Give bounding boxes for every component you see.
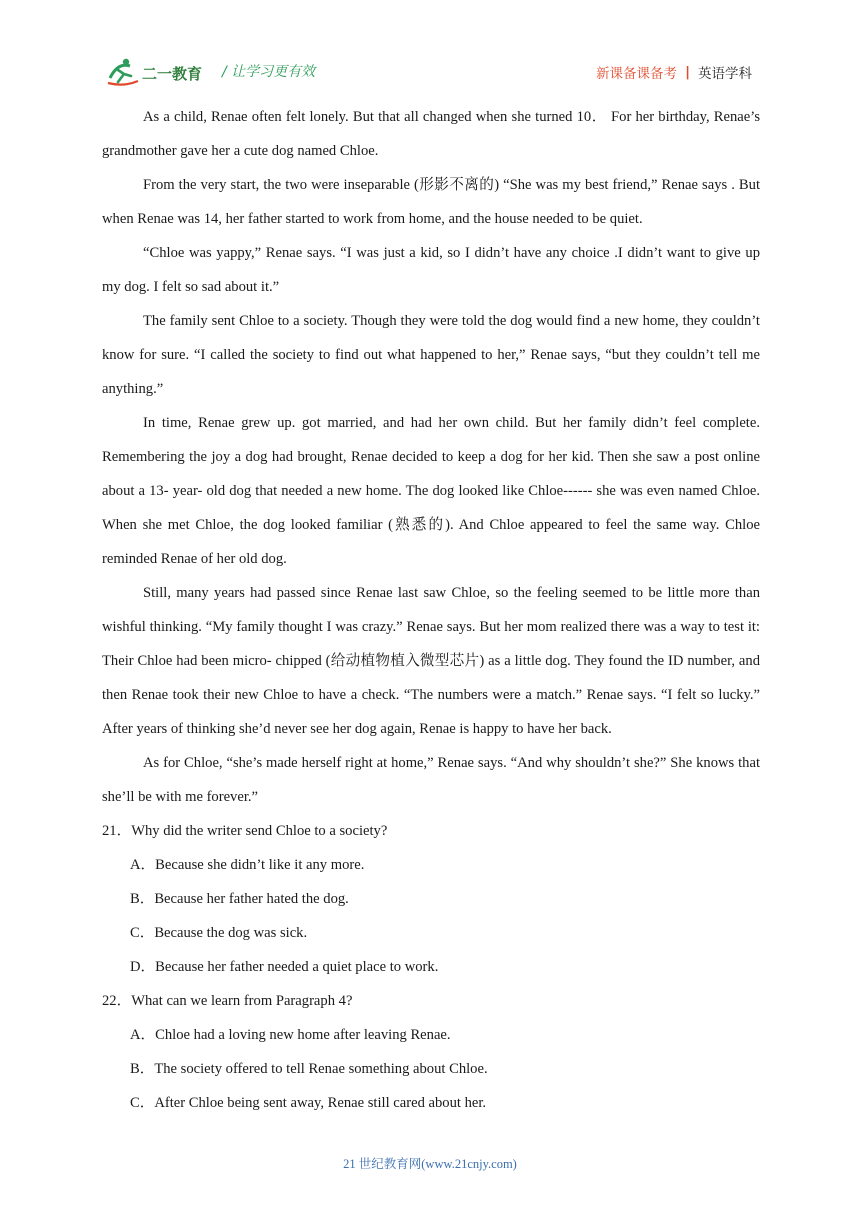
- question-21-option-c: C．Because the dog was sick.: [130, 925, 308, 941]
- question-21-option-a: A．Because she didn’t like it any more.: [130, 857, 365, 873]
- question-22-option-b: B．The society offered to tell Renae something about Chloe.: [130, 1061, 488, 1077]
- brand-label: 新课备课备考: [596, 66, 678, 82]
- passage-paragraph-3: “Chloe was yappy,” Renae says. “I was just a kid, so I didn’t have any choice .I didn’t want to give up my dog. I felt so sad about it.”: [102, 245, 760, 295]
- passage-paragraph-5: In time, Renae grew up. got married, and had her own child. But her family didn’t feel complete. Remembering the joy a dog had brought, Renae decided to keep a dog for her kid. Then she saw a post online about a 13- year- old dog that needed a new home. The dog looked like Chloe------ she was even named Chloe. When she met Chloe, the dog looked familiar (熟悉的). And Chloe appeared to feel the same way. Chloe reminded Renae of her old dog.: [102, 415, 760, 567]
- header-slogan: / 让学习更有效: [222, 64, 316, 80]
- question-21-stem: 21．Why did the writer send Chloe to a society?: [102, 823, 388, 839]
- logo-text: 二一教育: [142, 65, 203, 83]
- page-footer: 21 世纪教育网(www.21cnjy.com): [343, 1157, 517, 1171]
- passage-paragraph-4: The family sent Chloe to a society. Though they were told the dog would find a new home, they couldn’t know for sure. “I called the society to find out what happened to her,” Renae says, “but they couldn’t tell me anything.”: [102, 313, 760, 397]
- brand-separator: |: [685, 64, 690, 80]
- header-divider: [102, 89, 758, 90]
- logo: [104, 56, 214, 88]
- question-22-stem: 22．What can we learn from Paragraph 4?: [102, 993, 353, 1009]
- passage-paragraph-2: From the very start, the two were inseparable (形影不离的) “She was my best friend,” Renae says . But when Renae was 14, her father started to work from home, and the house needed to be quiet.: [102, 177, 760, 227]
- question-22-option-c: C．After Chloe being sent away, Renae still cared about her.: [130, 1095, 487, 1111]
- passage-paragraph-7: As for Chloe, “she’s made herself right at home,” Renae says. “And why shouldn’t she?” She knows that she’ll be with me forever.”: [102, 755, 760, 805]
- question-22-option-a: A．Chloe had a loving new home after leaving Renae.: [130, 1027, 451, 1043]
- subject-label: 英语学科: [698, 66, 752, 82]
- page-header: [0, 0, 860, 92]
- document-body: [102, 100, 760, 1120]
- header-brand: [596, 62, 752, 82]
- passage-paragraph-1: As a child, Renae often felt lonely. But that all changed when she turned 10． For her birthday, Renae’s grandmother gave her a cute dog named Chloe.: [102, 109, 760, 159]
- passage-paragraph-6: Still, many years had passed since Renae last saw Chloe, so the feeling seemed to be little more than wishful thinking. “My family thought I was crazy.” Renae says. But her mom realized there was a way to test it: Their Chloe had been micro- chipped (给动植物植入微型芯片) as a little dog. They found the ID number, and then Renae took their new Chloe to have a check. “The numbers were a match.” Renae says. “I felt so lucky.” After years of thinking she’d never see her dog again, Renae is happy to have her back.: [102, 585, 760, 737]
- question-21-option-b: B．Because her father hated the dog.: [130, 891, 349, 907]
- question-21-option-d: D．Because her father needed a quiet place to work.: [130, 959, 439, 975]
